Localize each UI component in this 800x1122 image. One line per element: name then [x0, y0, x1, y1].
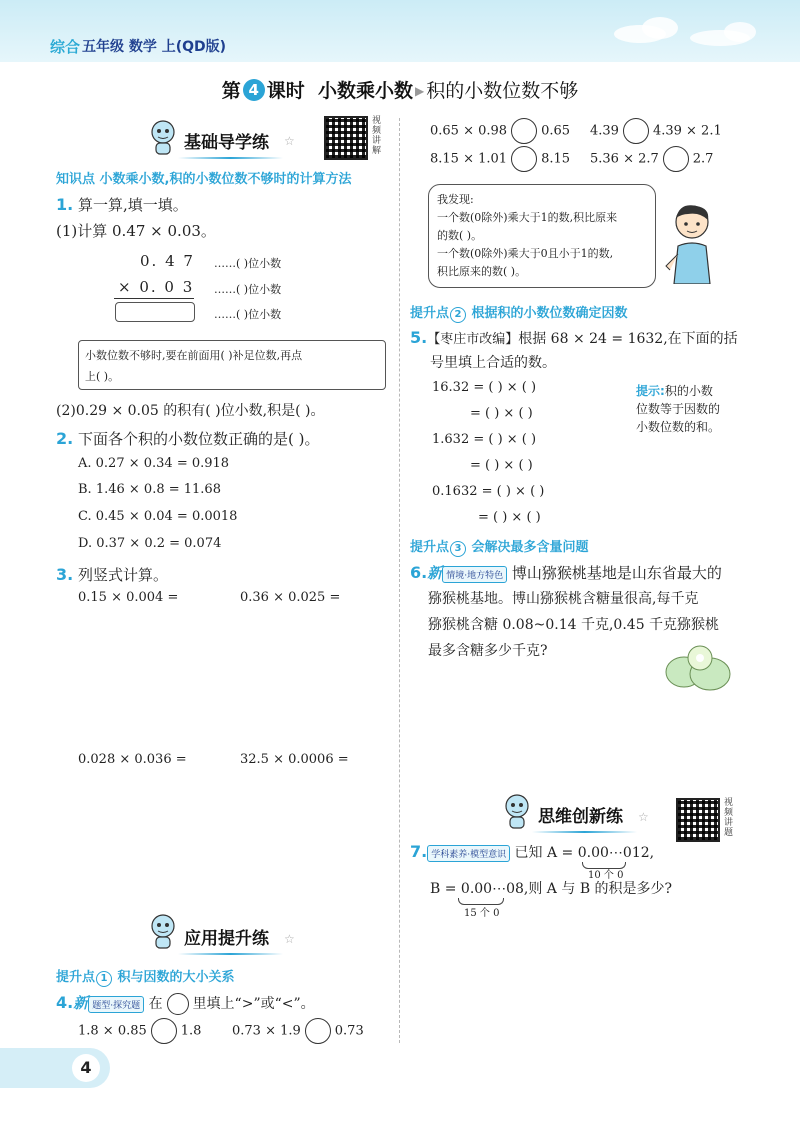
- question-type-tag: 题型·探究题: [88, 996, 144, 1013]
- lesson-suffix: 课时: [266, 80, 305, 102]
- q3-expr-1: 0.15 × 0.004 =: [78, 590, 179, 605]
- qr-code-icon[interactable]: [324, 116, 368, 160]
- bubble-line2: 一个数(0除外)乘大于1的数,积比原来: [437, 211, 618, 224]
- lesson-title: [0, 76, 800, 103]
- compare-right: 2.7: [692, 151, 714, 167]
- mascot-icon: [500, 792, 534, 830]
- compare-left: 4.39: [590, 123, 619, 139]
- question-stem: 下面各个积的小数位数正确的是( )。: [78, 430, 320, 448]
- skill-point-3: [410, 536, 589, 557]
- column-divider: [399, 118, 400, 1043]
- q5-stem-line2: 号里填上合适的数。: [430, 355, 556, 371]
- q6-line4: 最多含糖多少千克?: [428, 643, 548, 659]
- grade-label: 五年级 数学 上(QD版): [82, 39, 227, 55]
- question-number: 5.: [410, 328, 428, 347]
- question-number: 1.: [56, 195, 74, 214]
- q4-compare-1: [78, 1018, 201, 1044]
- lesson-subtopic: 积的小数位数不够: [426, 80, 579, 102]
- compare-circle[interactable]: [511, 146, 537, 172]
- question-number: 6.: [410, 563, 428, 582]
- q2-option-a[interactable]: A. 0.27 × 0.34 = 0.918: [78, 456, 230, 471]
- hint-line3: 小数位数的和。: [636, 420, 721, 434]
- compare-right: 8.15: [541, 151, 571, 167]
- bubble-line5: 积比原来的数( )。: [437, 265, 527, 278]
- compare-circle[interactable]: [663, 146, 689, 172]
- point-number: 2: [450, 307, 466, 323]
- question-number: 7.: [410, 842, 428, 861]
- bubble-line1: 我发现:: [437, 193, 474, 206]
- question-4: [56, 992, 315, 1015]
- hint-label: 提示:: [636, 384, 665, 398]
- section-creative-practice: [538, 802, 623, 827]
- q2-option-b[interactable]: B. 1.46 × 0.8 = 11.68: [78, 482, 221, 497]
- q1-part2: (2)0.29 × 0.05 的积有( )位小数,积是( )。: [56, 403, 325, 419]
- question-stem: 已知 A = 0.00⋯012,: [514, 845, 655, 861]
- q3-expr-4: 32.5 × 0.0006 =: [240, 752, 349, 767]
- compare-right: 4.39 × 2.1: [652, 123, 722, 139]
- calc-line: [114, 298, 194, 299]
- knowledge-point: 知识点 小数乘小数,积的小数位数不够时的计算方法: [56, 172, 352, 187]
- question-6: [410, 562, 722, 583]
- point-prefix: 提升点: [410, 306, 450, 321]
- point-prefix: 提升点: [410, 540, 450, 555]
- question-1: [56, 194, 188, 215]
- question-type-tag: 学科素养·模型意识: [427, 845, 510, 862]
- compare-left: 5.36 × 2.7: [590, 151, 659, 167]
- q7-line2: B = 0.00⋯08,则 A 与 B 的积是多少?: [430, 881, 673, 897]
- note-box: [78, 340, 386, 390]
- qr-label: 视频讲解: [372, 116, 382, 156]
- note-line1: 小数位数不够时,要在前面用( )补足位数,再点: [85, 349, 303, 362]
- question-3: [56, 564, 168, 585]
- bubble-line3: 的数( )。: [437, 229, 483, 242]
- calc-note-row1: ……( )位小数: [214, 257, 282, 270]
- cloud-decoration-icon: [600, 8, 780, 52]
- compare-right: 0.65: [541, 123, 571, 139]
- lesson-topic: 小数乘小数: [318, 80, 414, 102]
- star-icon: ☆: [284, 932, 295, 946]
- star-icon: ☆: [638, 810, 649, 824]
- section-applied-practice: [184, 924, 269, 949]
- q5-row-2: = ( ) × ( ): [470, 406, 533, 421]
- q5-row-3: 1.632 = ( ) × ( ): [432, 432, 537, 447]
- vertical-calc-row2: × 0. 0 3: [118, 278, 195, 296]
- q5-row-1: 16.32 = ( ) × ( ): [432, 380, 537, 395]
- new-badge: 新: [427, 564, 443, 582]
- title-underline: [178, 953, 283, 955]
- compare-circle[interactable]: [623, 118, 649, 144]
- lesson-prefix: 第: [221, 80, 241, 102]
- question-stem: 算一算,填一填。: [78, 196, 188, 214]
- question-type-tag: 情境·地方特色: [442, 566, 507, 583]
- hint-line1: 积的小数: [664, 384, 713, 398]
- question-stem: 根据 68 × 24 = 1632,在下面的括: [518, 331, 738, 347]
- point-prefix: 提升点: [56, 970, 96, 985]
- skill-point-1: [56, 966, 235, 987]
- compare-left: 1.8 × 0.85: [78, 1023, 147, 1039]
- question-source: 【枣庄市改编】: [427, 332, 519, 347]
- qr-label: 视频讲题: [724, 798, 734, 838]
- skill-point-2: [410, 302, 628, 323]
- q4-compare-2: [232, 1018, 364, 1044]
- answer-box[interactable]: [115, 302, 195, 322]
- title-underline: [178, 157, 283, 159]
- qr-code-icon[interactable]: [676, 798, 720, 842]
- hint-box: [636, 382, 740, 436]
- page-number: 4: [72, 1054, 100, 1082]
- question-7: [410, 842, 654, 862]
- brace-a-label: 10 个 0: [588, 870, 624, 881]
- note-line2: 上( )。: [85, 370, 120, 383]
- triangle-icon: ▶: [415, 84, 425, 98]
- point-text: 根据积的小数位数确定因数: [471, 306, 628, 321]
- mascot-icon: [146, 912, 180, 950]
- compare-circle[interactable]: [151, 1018, 177, 1044]
- q5-row-5: 0.1632 = ( ) × ( ): [432, 484, 545, 499]
- point-text: 会解决最多含量问题: [471, 540, 589, 555]
- bubble-line4: 一个数(0除外)乘大于0且小于1的数,: [437, 247, 614, 260]
- question-stem: 在: [148, 996, 163, 1012]
- blank-circle[interactable]: [167, 993, 189, 1015]
- brace-b-label: 15 个 0: [464, 908, 500, 919]
- question-number: 2.: [56, 429, 74, 448]
- compare-row-2: [590, 118, 722, 144]
- compare-right: 1.8: [180, 1023, 202, 1039]
- calc-note-row2: ……( )位小数: [214, 283, 282, 296]
- question-stem: 列竖式计算。: [78, 566, 169, 584]
- q6-line2: 猕猴桃基地。博山猕猴桃含糖量很高,每千克: [428, 591, 699, 607]
- q6-line3: 猕猴桃含糖 0.08~0.14 千克,0.45 千克猕猴桃: [428, 617, 720, 633]
- section-applied-title: 应用提升练: [184, 929, 269, 949]
- compare-row-3: [430, 146, 570, 172]
- point-number: 3: [450, 541, 466, 557]
- star-icon: ☆: [284, 134, 295, 148]
- question-number: 3.: [56, 565, 74, 584]
- q5-row-4: = ( ) × ( ): [470, 458, 533, 473]
- question-2: [56, 428, 319, 449]
- q3-expr-2: 0.36 × 0.025 =: [240, 590, 341, 605]
- calc-note-row3: ……( )位小数: [214, 308, 282, 321]
- compare-row-4: [590, 146, 713, 172]
- page-number-tab: [0, 1048, 110, 1088]
- question-stem: 博山猕猴桃基地是山东省最大的: [511, 564, 722, 582]
- kiwi-fruit-icon: [660, 644, 740, 696]
- hint-line2: 位数等于因数的: [636, 402, 721, 416]
- compare-left: 8.15 × 1.01: [430, 151, 508, 167]
- q2-option-d[interactable]: D. 0.37 × 0.2 = 0.074: [78, 536, 222, 551]
- compare-right: 0.73: [334, 1023, 364, 1039]
- q5-row-6: = ( ) × ( ): [478, 510, 541, 525]
- new-badge: 新: [73, 994, 89, 1012]
- q1-part1: (1)计算 0.47 × 0.03。: [56, 222, 216, 240]
- q2-option-c[interactable]: C. 0.45 × 0.04 = 0.0018: [78, 509, 238, 524]
- section-creative-title: 思维创新练: [538, 807, 623, 827]
- compare-row-1: [430, 118, 570, 144]
- mascot-icon: [146, 118, 180, 156]
- compare-circle[interactable]: [305, 1018, 331, 1044]
- question-5: [410, 328, 738, 348]
- section-basic-title: 基础导学练: [184, 133, 269, 153]
- q3-expr-3: 0.028 × 0.036 =: [78, 752, 187, 767]
- speech-bubble: [428, 184, 656, 288]
- vertical-calc-row1: 0. 4 7: [140, 252, 195, 270]
- lesson-number: 4: [243, 79, 265, 101]
- title-underline: [532, 831, 637, 833]
- compare-circle[interactable]: [511, 118, 537, 144]
- section-basic-practice: [184, 128, 269, 153]
- question-stem: 里填上“>”或“<”。: [192, 996, 315, 1012]
- teacher-illustration-icon: [660, 200, 724, 284]
- question-number: 4.: [56, 993, 74, 1012]
- brand-logo: 综合: [50, 38, 81, 56]
- point-number: 1: [96, 971, 112, 987]
- compare-left: 0.65 × 0.98: [430, 123, 508, 139]
- point-text: 积与因数的大小关系: [117, 970, 235, 985]
- compare-left: 0.73 × 1.9: [232, 1023, 301, 1039]
